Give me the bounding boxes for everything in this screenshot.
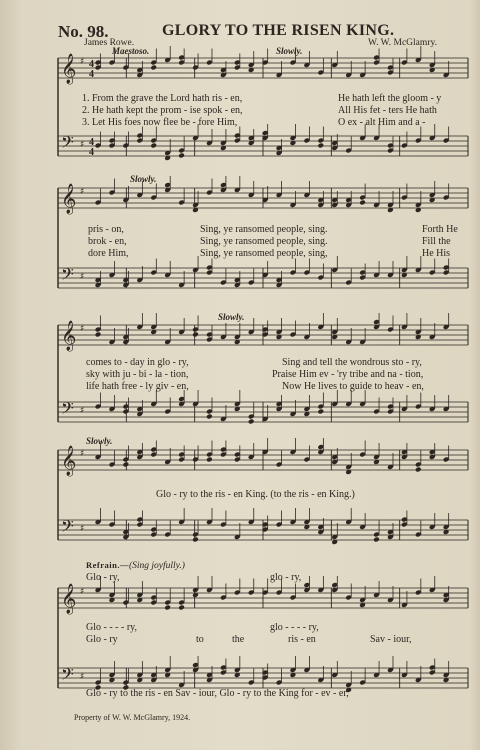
tempo-marking: Maestoso.: [112, 46, 150, 56]
key-signature-sharp: ♯: [80, 587, 85, 597]
slowly-marking-1: Slowly.: [276, 46, 303, 56]
slowly-marking-3: Slowly.: [218, 312, 245, 322]
note-head: [206, 457, 213, 463]
lyric-s3-c2-v2: Praise Him ev - 'ry tribe and na - tion,: [272, 369, 424, 380]
copyright-footer: Property of W. W. McGlamry, 1924.: [74, 713, 191, 722]
lyricist-credit: James Rowe.: [84, 38, 135, 48]
note-head: [373, 537, 380, 543]
bass-clef: 𝄢: [61, 398, 74, 422]
lyric-s2-c3-v3: He His: [422, 248, 451, 259]
time-signature: 4: [89, 137, 94, 148]
composer-credit: W. W. McGlamry.: [368, 38, 437, 48]
note-head: [192, 332, 199, 338]
note-head: [192, 537, 199, 543]
treble-clef: 𝄞: [61, 54, 77, 84]
lyric-s2-c1-v2: brok - en,: [88, 236, 127, 247]
lyric-s1-r3: O ex - alt Him and a -: [338, 117, 426, 128]
lyric-s2-c1-v3: dore Him,: [88, 248, 129, 259]
slowly-marking-4: Slowly.: [86, 436, 113, 446]
bass-clef: 𝄢: [61, 132, 74, 156]
lyric-s3-c2-v1: Sing and tell the wondrous sto - ry,: [282, 357, 422, 368]
refrain-above-2: glo - ry,: [270, 572, 302, 583]
lyric-s1-v1: 1. From the grave the Lord hath ris - en,: [82, 93, 243, 104]
refrain-alto-5: Sav - iour,: [370, 634, 412, 645]
treble-clef: 𝄞: [61, 184, 77, 214]
bass-clef: 𝄢: [61, 516, 74, 540]
key-signature-sharp: ♯: [80, 272, 85, 282]
key-signature-sharp: ♯: [80, 524, 85, 534]
lyric-s3-c1-v2: sky with ju - bi - la - tion,: [86, 369, 189, 380]
bass-clef: 𝄢: [61, 664, 74, 688]
lyric-s1-v3: 3. Let His foes now flee be - fore Him,: [82, 117, 238, 128]
hymn-title: GLORY TO THE RISEN KING.: [162, 22, 395, 39]
key-signature-sharp: ♯: [80, 449, 85, 459]
time-signature: 4: [89, 69, 94, 80]
lyric-s1-v2: 2. He hath kept the prom - ise spok - en,: [82, 105, 243, 116]
lyric-s3-c2-v3: Now He lives to guide to heav - en,: [282, 381, 424, 392]
lyric-s3-c1-v3: life hath free - ly giv - en,: [86, 381, 189, 392]
refrain-treble-1: Glo - - - - ry,: [86, 622, 138, 633]
note-head: [178, 605, 185, 611]
treble-clef: 𝄞: [61, 584, 77, 614]
refrain-above-1: Glo - ry,: [86, 572, 120, 583]
note-head: [150, 65, 157, 71]
lyric-s2-c1-v1: pris - on,: [88, 224, 124, 235]
note-head: [150, 143, 157, 149]
note-head: [317, 409, 324, 415]
time-signature: 4: [89, 147, 94, 158]
refrain-alto-4: ris - en: [288, 634, 316, 645]
lyric-s1-r2: All His fet - ters He hath: [338, 105, 437, 116]
refrain-bass-line: Glo - ry to the ris - en Sav - iour, Glo - ry to the King for - ev - er,: [86, 688, 349, 699]
lyric-s2-c3-v1: Forth He: [422, 224, 458, 235]
time-signature: 4: [89, 59, 94, 70]
refrain-alto-2: to: [196, 634, 204, 645]
refrain-treble-2: glo - - - - ry,: [270, 622, 319, 633]
key-signature-sharp: ♯: [80, 324, 85, 334]
treble-clef: 𝄞: [61, 321, 77, 351]
refrain-alto-3: the: [232, 634, 245, 645]
bass-clef: 𝄢: [61, 264, 74, 288]
key-signature-sharp: ♯: [80, 672, 85, 682]
note-head: [359, 200, 366, 206]
slowly-marking-2: Slowly.: [130, 174, 157, 184]
lyric-s3-c1-v1: comes to - day in glo - ry,: [86, 357, 189, 368]
key-signature-sharp: ♯: [80, 57, 85, 67]
note-head: [122, 462, 129, 468]
lyric-s2-c2-v1: Sing, ye ransomed people, sing.: [200, 224, 328, 235]
refrain-alto-1: Glo - ry: [86, 634, 118, 645]
lyric-s2-c2-v3: Sing, ye ransomed people, sing,: [200, 248, 328, 259]
refrain-direction: (Sing joyfully.): [128, 561, 185, 571]
lyric-s4-line: Glo - ry to the ris - en King. (to the ris - en King.): [156, 489, 355, 500]
note-head: [206, 414, 213, 420]
hymn-number: No. 98.: [58, 22, 109, 41]
note-head: [178, 153, 185, 159]
key-signature-sharp: ♯: [80, 140, 85, 150]
note-head: [95, 332, 102, 338]
lyric-s1-r1: He hath left the gloom - y: [338, 93, 442, 104]
lyric-s2-c2-v2: Sing, ye ransomed people, sing.: [200, 236, 328, 247]
refrain-heading: [86, 560, 185, 571]
note-head: [415, 467, 422, 473]
note-head: [164, 605, 171, 611]
key-signature-sharp: ♯: [80, 406, 85, 416]
refrain-label: Refrain.—: [86, 560, 129, 570]
note-head: [317, 143, 324, 149]
treble-clef: 𝄞: [61, 446, 77, 476]
note-head: [248, 419, 255, 425]
key-signature-sharp: ♯: [80, 187, 85, 197]
lyric-s2-c3-v2: Fill the: [422, 236, 451, 247]
